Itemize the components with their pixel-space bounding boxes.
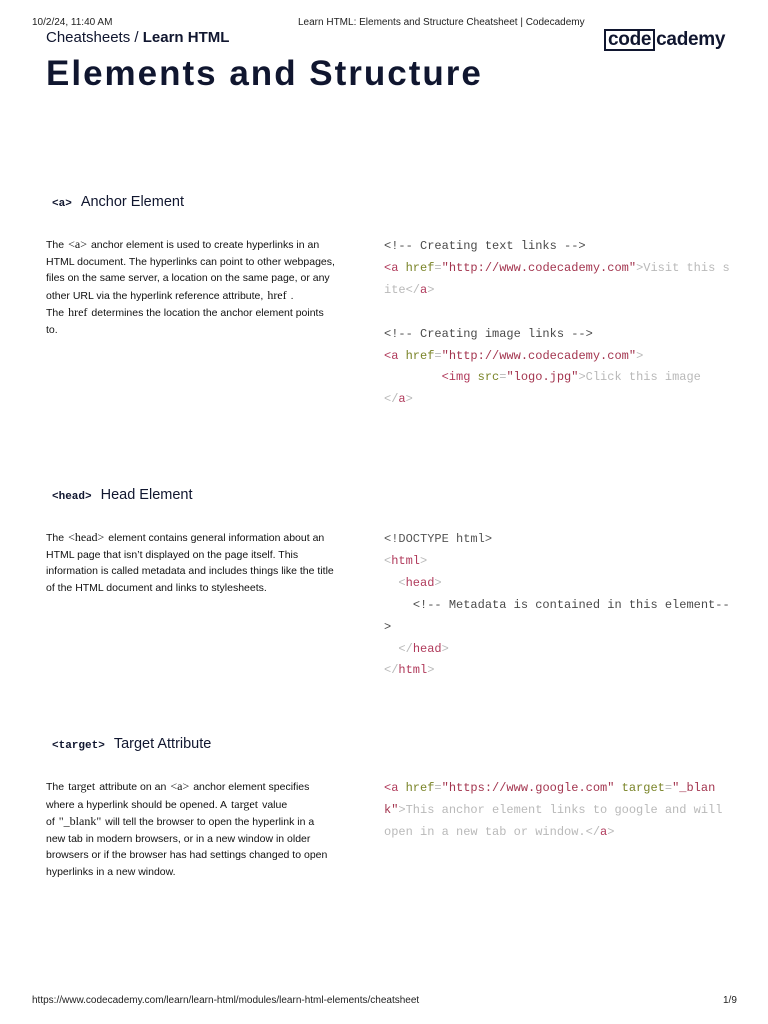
logo-rest-text: cademy bbox=[656, 29, 726, 50]
print-url: https://www.codecademy.com/learn/learn-html/modules/learn-html-elements/cheatsheet bbox=[32, 995, 420, 1006]
section-description-head: The <head> element contains general information about an HTML page that isn’t displayed on the page itself. This information is called metadata and includes things like the title of the HTML document and links to stylesheets. bbox=[46, 530, 334, 594]
section-title: Anchor Element bbox=[80, 194, 184, 210]
section-heading-anchor bbox=[52, 194, 184, 210]
section-tag: <a> bbox=[52, 198, 72, 210]
breadcrumb bbox=[46, 29, 229, 46]
breadcrumb-current[interactable]: Learn HTML bbox=[142, 29, 230, 46]
inline-code: href bbox=[68, 305, 88, 320]
section-description-anchor: The <a> anchor element is used to create hyperlinks in an HTML document. The hyperlinks can point to other webpages, files on the same server, a location on the same page, or any other URL via the hyperlink reference attribute, href . The href determines the location the anchor element points to. bbox=[46, 237, 335, 336]
section-title: Head Element bbox=[100, 487, 193, 503]
code-example-head: <!DOCTYPE html> <html> <head> <!-- Metadata is contained in this element--> </head> </html> bbox=[384, 532, 730, 678]
inline-code: target bbox=[230, 796, 259, 811]
section-tag: <head> bbox=[52, 491, 92, 503]
inline-code: <head> bbox=[68, 530, 105, 544]
inline-code: href bbox=[267, 287, 287, 302]
code-example-anchor: <!-- Creating text links --> <a href="http://www.codecademy.com">Visit this site</a> <!-- Creating image links --> <a href="http://www.codecademy.com"> <img src="logo.jpg">Click this image </a> bbox=[384, 239, 730, 407]
logo-boxed-text: code bbox=[604, 29, 655, 51]
section-heading-target bbox=[52, 736, 211, 752]
inline-code: "_blank" bbox=[58, 814, 102, 829]
code-example-target: <a href="https://www.google.com" target="_blank">This anchor element links to google and will open in a new tab or window.</a> bbox=[384, 781, 730, 839]
section-tag: <target> bbox=[52, 740, 105, 752]
breadcrumb-link-cheatsheets[interactable]: Cheatsheets bbox=[46, 29, 131, 46]
section-heading-head bbox=[52, 487, 193, 503]
print-page-number: 1/9 bbox=[723, 995, 737, 1006]
print-doc-title: Learn HTML: Elements and Structure Cheatsheet | Codecademy bbox=[298, 17, 585, 28]
breadcrumb-separator: / bbox=[130, 29, 143, 46]
section-description-target: The target attribute on an <a> anchor element specifies where a hyperlink should be opened. A target value of "_blank" will tell the browser to open the hyperlink in a new tab in modern browsers, or in a new window in older browsers or if the browser has had settings changed to open hyperlinks in a new window. bbox=[46, 779, 328, 878]
inline-code: <a> bbox=[68, 237, 87, 251]
inline-code: target bbox=[68, 779, 96, 793]
inline-code: <a> bbox=[170, 779, 190, 793]
section-title: Target Attribute bbox=[113, 736, 212, 752]
page-title: Elements and Structure bbox=[46, 54, 483, 93]
print-datetime: 10/2/24, 11:40 AM bbox=[32, 17, 113, 28]
codecademy-logo[interactable] bbox=[604, 29, 725, 51]
